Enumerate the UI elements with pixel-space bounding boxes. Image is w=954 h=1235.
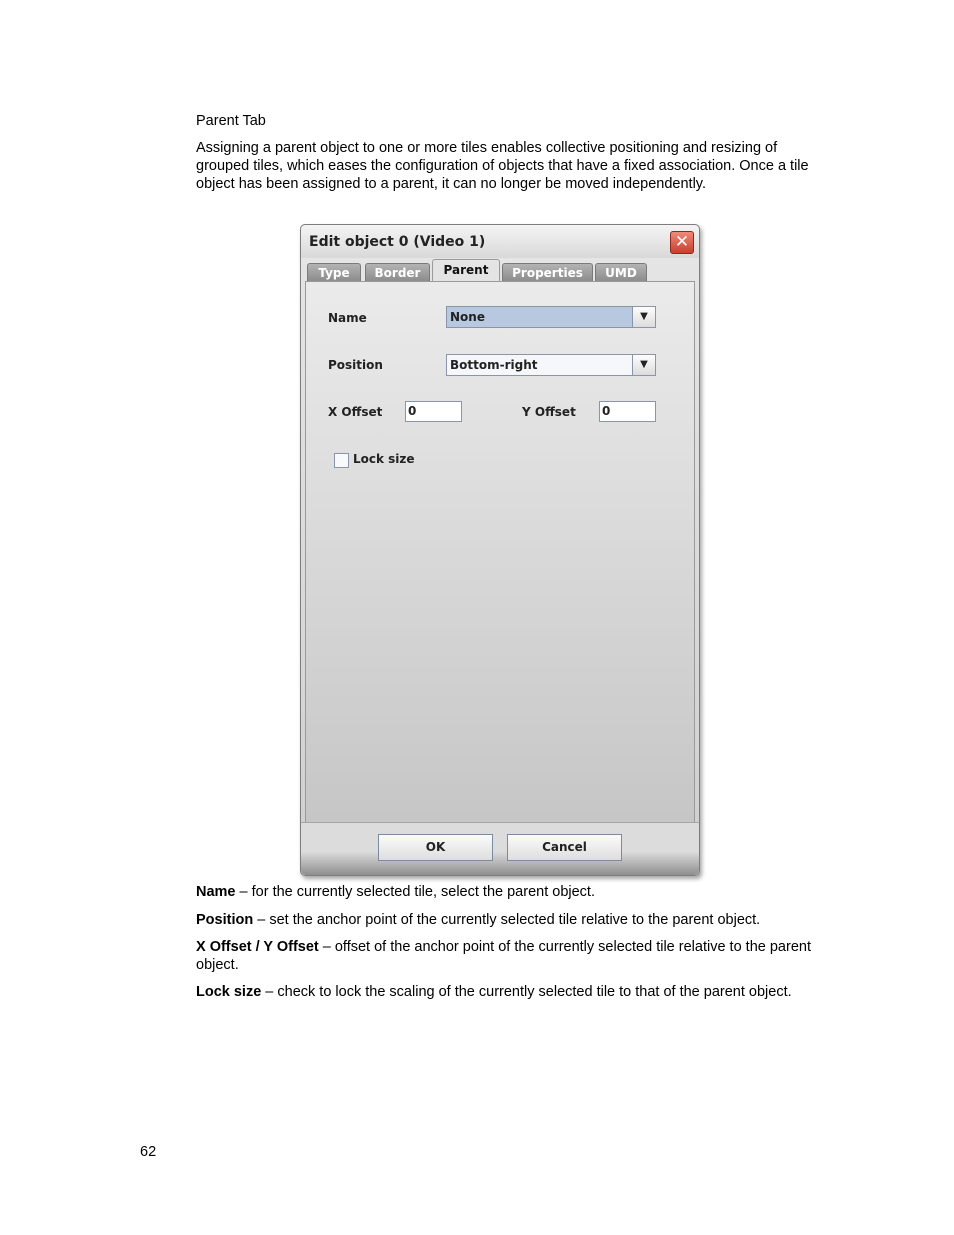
- definition-position: [196, 911, 816, 929]
- tab-border[interactable]: Border: [365, 263, 430, 282]
- button-bar: [301, 822, 699, 875]
- definition-lock-size: [196, 983, 816, 1001]
- x-offset-label: X Offset: [328, 405, 383, 419]
- definition-text: – set the anchor point of the currently selected tile relative to the parent object.: [253, 912, 761, 928]
- page-number: 62: [140, 1144, 157, 1160]
- definition-term: X Offset / Y Offset: [196, 939, 319, 955]
- definition-term: Position: [196, 912, 254, 928]
- chevron-down-icon[interactable]: ▼: [632, 307, 655, 327]
- dialog-title: Edit object 0 (Video 1): [309, 234, 486, 250]
- definition-text: – for the currently selected tile, select the parent object.: [235, 884, 595, 900]
- ok-button[interactable]: OK: [378, 834, 493, 861]
- lock-size-checkbox[interactable]: [334, 453, 349, 468]
- tab-type[interactable]: Type: [307, 263, 361, 282]
- position-label: Position: [328, 358, 383, 372]
- intro-paragraph: Assigning a parent object to one or more tiles enables collective positioning and resizing of grouped tiles, which eases the configuration of objects that have a fixed association. Once a tile object has been assigned to a parent, it can no longer be moved independently.: [196, 140, 809, 192]
- definition-term: Name: [196, 884, 236, 900]
- tab-properties[interactable]: Properties: [502, 263, 593, 282]
- section-heading: Parent Tab: [196, 113, 266, 129]
- definition-offset: [196, 938, 816, 974]
- lock-size-label: Lock size: [353, 452, 415, 466]
- position-select-value: Bottom-right: [450, 358, 538, 372]
- close-icon[interactable]: ✕: [670, 231, 694, 254]
- definition-text: – offset of the anchor point of the currently selected tile relative to the parent object.: [196, 939, 811, 973]
- tab-umd[interactable]: UMD: [595, 263, 647, 282]
- tab-parent[interactable]: Parent: [432, 259, 500, 284]
- position-select[interactable]: [446, 354, 656, 376]
- name-label: Name: [328, 311, 367, 325]
- parent-tab-panel: [305, 281, 695, 823]
- definition-name: [196, 883, 816, 901]
- dialog-titlebar: [301, 225, 699, 258]
- y-offset-input[interactable]: 0: [599, 401, 656, 422]
- cancel-button[interactable]: Cancel: [507, 834, 622, 861]
- edit-object-dialog: [300, 224, 700, 876]
- name-select[interactable]: [446, 306, 656, 328]
- x-offset-input[interactable]: 0: [405, 401, 462, 422]
- name-select-value: None: [450, 310, 485, 324]
- definition-text: – check to lock the scaling of the currently selected tile to that of the parent object.: [261, 984, 792, 1000]
- chevron-down-icon[interactable]: ▼: [632, 355, 655, 375]
- definition-term: Lock size: [196, 984, 262, 1000]
- y-offset-label: Y Offset: [522, 405, 576, 419]
